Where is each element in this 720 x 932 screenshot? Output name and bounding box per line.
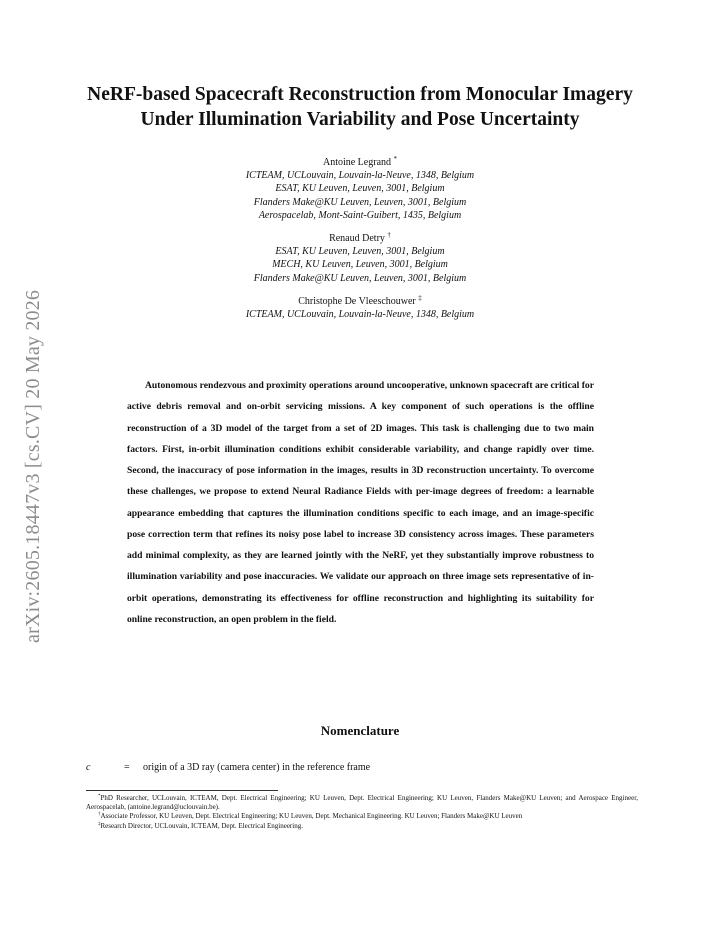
abstract-text: Autonomous rendezvous and proximity operations around uncooperative, unknown spacecraft are critical for active debris removal and on-orbit servicing missions. A key component of such operations is the offline reconstruction of a 3D model of the target from a set of 2D images. This task is challenging due to two main factors. First, in-orbit illumination conditions exhibit considerable variability, and change rapidly over time. Second, the inaccuracy of pose information in the images, results in 3D reconstruction uncertainty. To overcome these challenges, we propose to extend Neural Radiance Fields with per-image degrees of freedom: a learnable appearance embedding that captures the illumination conditions specific to each image, and an image-specific pose correction term that refines its noisy pose label to increase 3D consistency across images. These parameters add minimal complexity, as they are learned jointly with the NeRF, yet they substantially improve robustness to illumination variability and pose inaccuracies. We validate our approach on three image sets representative of in-orbit operations, demonstrating its effectiveness for offline reconstruction and highlighting its suitability for online reconstruction, an open problem in the field. (127, 380, 594, 625)
footnote-mark: † (98, 812, 101, 818)
author-affiliation: MECH, KU Leuven, Leuven, 3001, Belgium (272, 259, 448, 271)
nomenclature-heading: Nomenclature (320, 723, 400, 738)
author-block-1 (110, 156, 610, 222)
author-block-2 (110, 232, 610, 285)
arxiv-identifier-stamp: arXiv:2605.18447v3 [cs.CV] 20 May 2026 (22, 289, 44, 643)
author-block-3 (110, 295, 610, 321)
nomenclature-symbol: c (86, 762, 91, 773)
author-name: Renaud Detry † (329, 231, 391, 245)
author-affiliation: Flanders Make@KU Leuven, Leuven, 3001, Belgium (253, 272, 467, 284)
footnote: *PhD Researcher, UCLouvain, ICTEAM, Dept. Electrical Engineering; KU Leuven, Dept. Electrical Engineering; KU Leuven, Flanders Make@KU Leuven; and Aerospace Engineer, Aerospacelab, (antoine.legrand@uclouvain.be). (86, 794, 638, 812)
author-affiliation: ICTEAM, UCLouvain, Louvain-la-Neuve, 1348, Belgium (245, 170, 475, 182)
author-name: Christophe De Vleeschouwer ‡ (298, 293, 422, 307)
author-footnote-mark: ‡ (418, 293, 422, 302)
author-affiliation: ICTEAM, UCLouvain, Louvain-la-Neuve, 1348, Belgium (245, 309, 475, 321)
footnote: †Associate Professor, KU Leuven, Dept. Electrical Engineering; KU Leuven, Dept. Mechanical Engineering. KU Leuven; Flanders Make@KU Leuven (98, 812, 523, 821)
author-footnote-mark: † (387, 231, 391, 240)
author-affiliation: ESAT, KU Leuven, Leuven, 3001, Belgium (275, 246, 445, 258)
nomenclature-definition: origin of a 3D ray (camera center) in the reference frame (143, 762, 371, 773)
footnote-separator (86, 790, 278, 791)
author-footnote-mark: * (393, 155, 398, 163)
author-list (110, 156, 610, 331)
footnote-mark: * (98, 794, 101, 799)
footnotes (86, 794, 638, 831)
author-name: Antoine Legrand * (322, 155, 398, 168)
footnote: ‡Research Director, UCLouvain, ICTEAM, Dept. Electrical Engineering. (98, 821, 303, 830)
author-affiliation: Aerospacelab, Mont-Saint-Guibert, 1435, Belgium (258, 209, 462, 221)
paper-title: NeRF-based Spacecraft Reconstruction from Monocular Imagery Under Illumination Variability and Pose Uncertainty (87, 84, 633, 130)
author-affiliation: ESAT, KU Leuven, Leuven, 3001, Belgium (275, 183, 445, 195)
author-affiliation: Flanders Make@KU Leuven, Leuven, 3001, Belgium (253, 196, 467, 208)
nomenclature-equals: = (124, 762, 130, 773)
footnote-mark: ‡ (98, 821, 101, 827)
